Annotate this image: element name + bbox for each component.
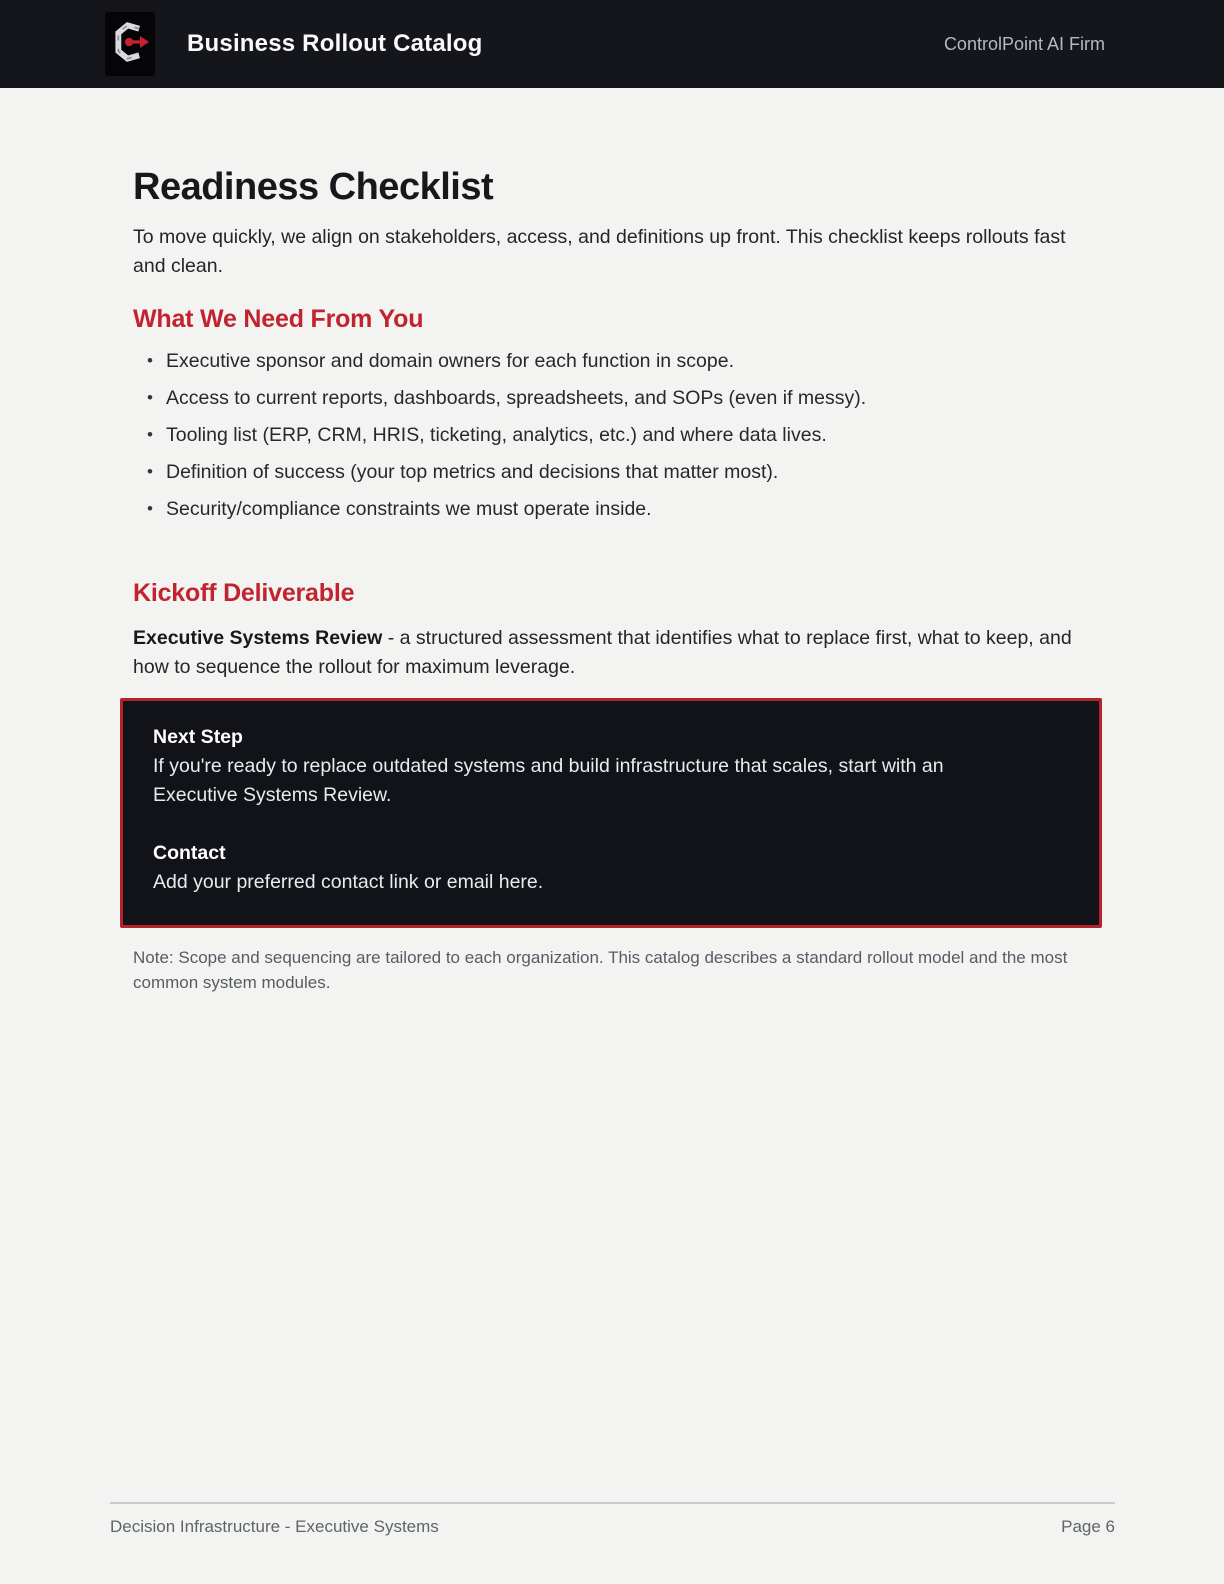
- list-item: • Security/compliance constraints we must operate inside.: [133, 495, 1063, 523]
- cta-panel: [120, 698, 1102, 928]
- header-bar: [0, 0, 1224, 88]
- contact-text: Add your preferred contact link or email here.: [153, 871, 544, 893]
- contact-heading: Contact: [153, 842, 226, 864]
- scope-note: Note: Scope and sequencing are tailored to each organization. This catalog describes a standard rollout model and the most common system modules.: [133, 948, 1068, 992]
- document-body: [0, 165, 1224, 995]
- footer-page-number: Page 6: [1061, 1517, 1115, 1536]
- list-item: • Definition of success (your top metrics and decisions that matter most).: [133, 458, 1063, 486]
- page-footer: [110, 1502, 1115, 1537]
- section-heading-what-we-need: What We Need From You: [133, 305, 424, 333]
- panel-spacer: [153, 810, 1069, 839]
- deliverable-paragraph: [133, 624, 1093, 682]
- intro-paragraph: To move quickly, we align on stakeholders, access, and definitions up front. This checklist keeps rollouts fast and clean.: [133, 226, 1066, 277]
- controlpoint-target-arrow-logo-icon: [110, 16, 150, 73]
- deliverable-name: Executive Systems Review: [133, 627, 383, 649]
- section-heading-kickoff-deliverable: Kickoff Deliverable: [133, 579, 355, 607]
- list-item: • Executive sponsor and domain owners for each function in scope.: [133, 347, 1063, 375]
- deliverable-description: - a structured assessment that identifies what to replace first, what to keep, and how to sequence the rollout for maximum leverage.: [133, 627, 1072, 678]
- needs-checklist: [133, 347, 1063, 523]
- list-item: • Tooling list (ERP, CRM, HRIS, ticketing, analytics, etc.) and where data lives.: [133, 421, 1063, 449]
- next-step-text: If you're ready to replace outdated systems and build infrastructure that scales, start with an Executive Systems Review.: [153, 755, 944, 806]
- footer-breadcrumb: Decision Infrastructure - Executive Systems: [110, 1517, 439, 1536]
- next-step-heading: Next Step: [153, 726, 243, 748]
- header-title: Business Rollout Catalog: [187, 30, 483, 57]
- header-firm-name: ControlPoint AI Firm: [943, 33, 1105, 54]
- company-logo: [105, 12, 155, 76]
- page-title: Readiness Checklist: [133, 166, 494, 208]
- list-item: • Access to current reports, dashboards, spreadsheets, and SOPs (even if messy).: [133, 384, 1063, 412]
